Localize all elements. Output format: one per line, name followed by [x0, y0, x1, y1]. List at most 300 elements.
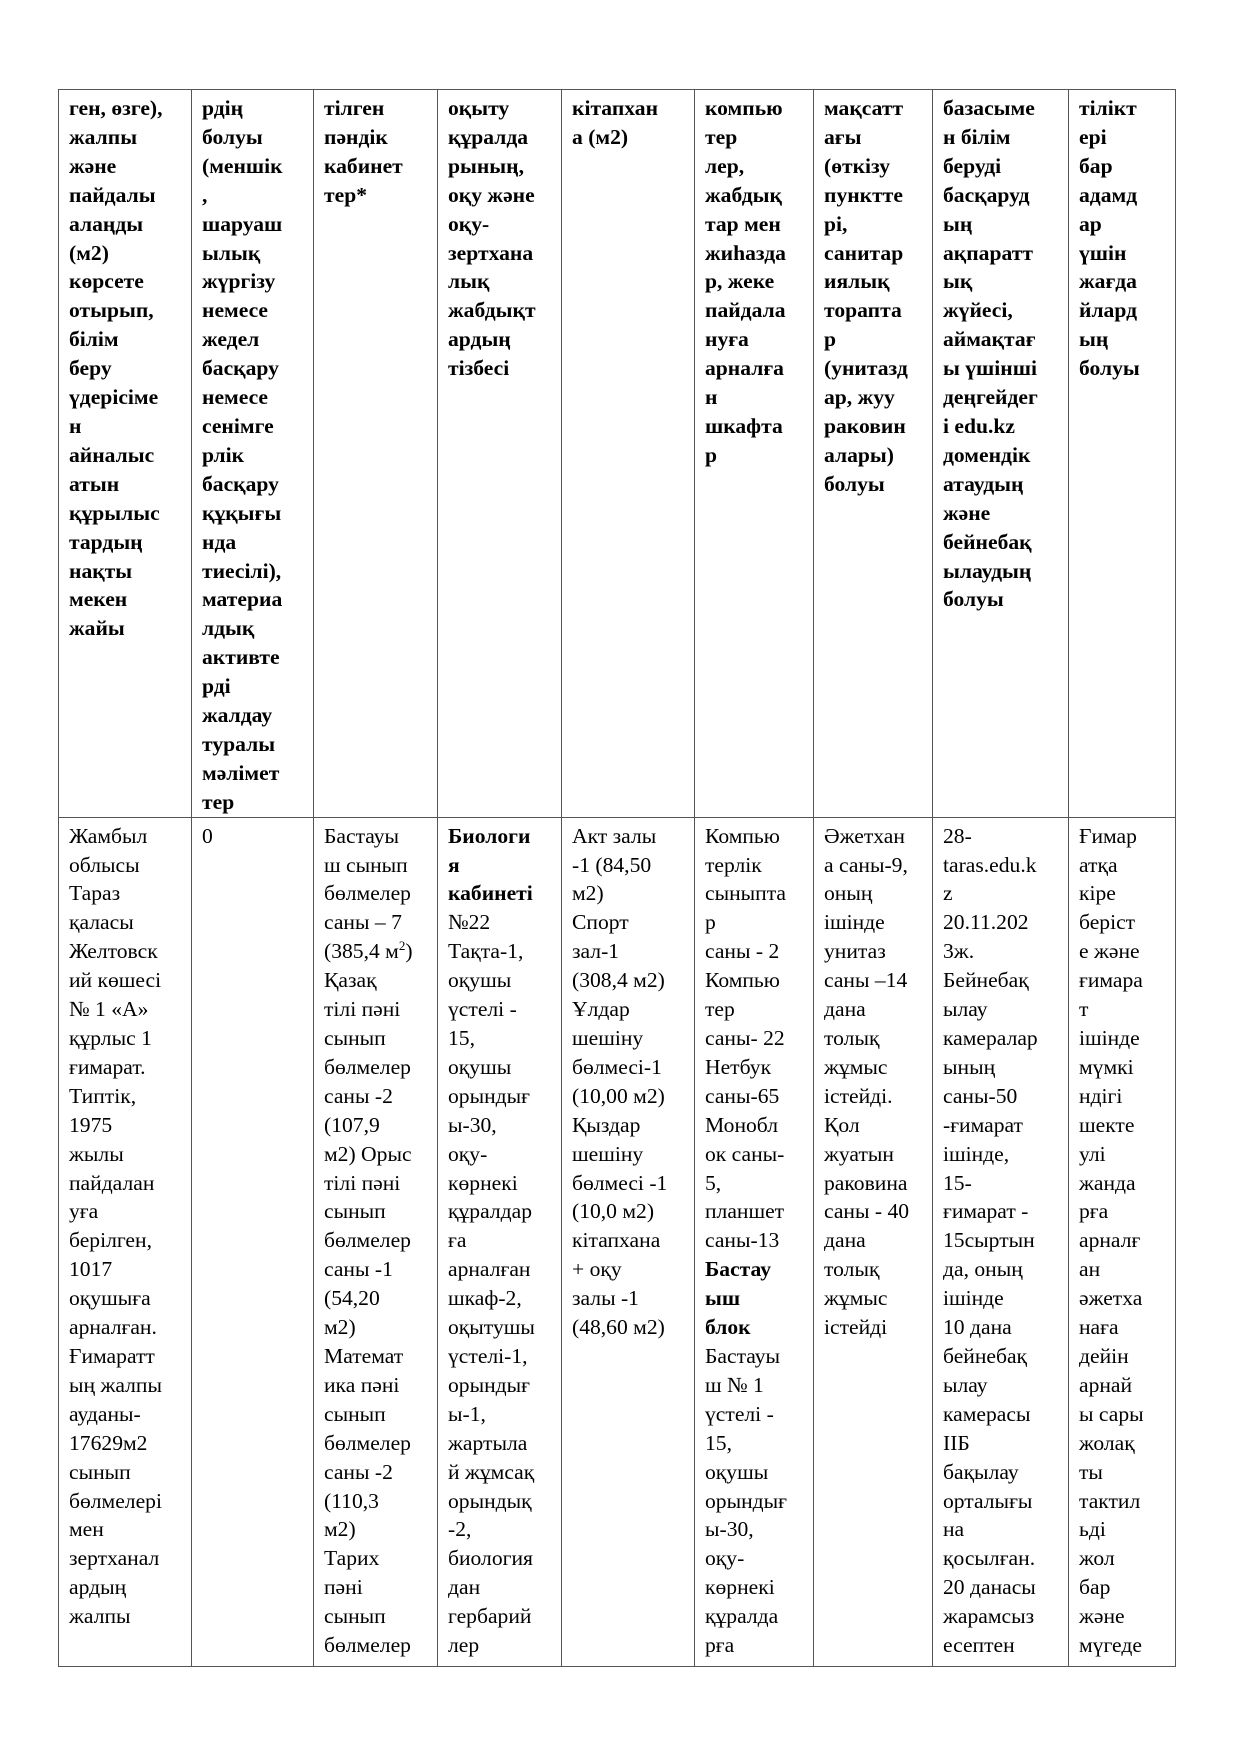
- cell-line: атаудың: [943, 471, 1024, 496]
- cell-line: ІІБ: [943, 1430, 970, 1455]
- cell-line: № 1 «А»: [69, 997, 149, 1022]
- cell-line: ш № 1: [705, 1372, 764, 1397]
- cell-line: лер,: [705, 153, 745, 178]
- cell-line: нда: [202, 529, 237, 554]
- cell-line: н: [705, 385, 718, 410]
- cell-line: Бастауы: [324, 823, 400, 848]
- cell-line: рлік: [202, 442, 245, 467]
- cell-line: оқу-: [448, 1141, 488, 1166]
- cell-line: лер: [448, 1633, 480, 1658]
- cell-line: шешіну: [572, 1141, 644, 1166]
- cell-line: 17629м2: [69, 1430, 148, 1455]
- cell-line: пәні: [324, 1575, 363, 1600]
- cell-line: й жұмсақ: [448, 1459, 535, 1484]
- cell-line: 15,: [705, 1430, 732, 1455]
- body-cell-computers: [695, 817, 814, 1666]
- cell-line: ардың: [448, 327, 511, 352]
- cell-line: шешіну: [572, 1026, 644, 1050]
- cell-line: (м2): [69, 240, 109, 265]
- cell-line: рді: [202, 674, 231, 699]
- cell-line: арналға: [705, 356, 784, 381]
- body-cell-accessibility: [1069, 817, 1176, 1666]
- cell-line: бар: [1079, 153, 1113, 178]
- cell-line: ғимарат.: [69, 1054, 146, 1079]
- cell-line: ндігі: [1079, 1083, 1123, 1108]
- cell-line: раковина: [824, 1170, 908, 1195]
- cell-line: раковин: [824, 413, 906, 438]
- cell-line: арналған.: [69, 1315, 157, 1340]
- cell-line: құралдар: [448, 1199, 533, 1224]
- cell-line: ар, жуу: [824, 385, 895, 410]
- cell-line: сынып: [69, 1459, 131, 1484]
- cell-line: бөлмесі-1: [572, 1054, 662, 1079]
- cell-line: ылау: [943, 997, 988, 1022]
- body-cell-ownership: [192, 817, 314, 1666]
- cell-line: саны - 40: [824, 1199, 910, 1224]
- cell-line: сынып: [324, 1604, 386, 1629]
- cell-line: камерасы: [943, 1401, 1031, 1426]
- cell-line: 20 данасы: [943, 1575, 1036, 1600]
- cell-line: басқаруд: [943, 182, 1030, 207]
- cell-line: 10 дана: [943, 1315, 1012, 1340]
- cell-line: р, жеке: [705, 269, 775, 294]
- cell-line: жуатын: [824, 1141, 894, 1166]
- cell-line: нақты: [69, 558, 133, 583]
- cell-line: жүйесі,: [943, 298, 1013, 323]
- cell-line: зал-1: [572, 939, 620, 964]
- cell-line: қаласы: [69, 910, 134, 935]
- cell-line: саны -2: [324, 1459, 393, 1484]
- cell-line: жұмыс: [824, 1286, 888, 1311]
- cell-line: орындығ: [448, 1083, 531, 1108]
- cell-line: деңгейдег: [943, 385, 1038, 410]
- cell-line: ғимарат -: [943, 1199, 1029, 1224]
- cell-line: материа: [202, 587, 283, 612]
- cell-line: блок: [705, 1315, 751, 1340]
- cell-line: құрылыс: [69, 500, 160, 525]
- cell-line: құралда: [448, 124, 529, 149]
- cell-line: оқыту: [448, 96, 510, 120]
- cell-line: терлік: [705, 852, 762, 877]
- cell-line: ға: [448, 1228, 467, 1253]
- cell-line: немесе: [202, 385, 269, 410]
- cell-line: жалпы: [69, 124, 138, 149]
- cell-line: шекте: [1079, 1112, 1135, 1137]
- cell-line: оның: [824, 881, 873, 906]
- cell-line: рға: [1079, 1199, 1109, 1224]
- header-cell-accessibility: [1069, 90, 1176, 818]
- cell-line: шкафта: [705, 413, 783, 438]
- cell-line: пәндік: [324, 124, 388, 149]
- cell-line: жалпы: [69, 1604, 131, 1629]
- cell-line: ішінде: [1079, 1026, 1140, 1050]
- cell-line: лдық: [202, 616, 255, 641]
- cell-line: Компью: [705, 823, 780, 848]
- cell-line: (54,20: [324, 1286, 380, 1311]
- cell-line: ы үшінші: [943, 356, 1037, 381]
- cell-line: да, оның: [943, 1257, 1023, 1282]
- cell-line: иялық: [824, 269, 890, 294]
- cell-line: бөлмелер: [324, 1228, 411, 1253]
- body-cell-equipment-list: [438, 817, 562, 1666]
- cell-line: ылау: [943, 1372, 988, 1397]
- cell-line: ардың: [69, 1575, 127, 1600]
- cell-line: кабинеті: [448, 881, 533, 906]
- cell-line: 1975: [69, 1112, 113, 1137]
- cell-line: шаруаш: [202, 211, 283, 236]
- cell-line: тізбесі: [448, 356, 510, 381]
- cell-line: тілген: [324, 96, 385, 120]
- header-cell-library: [562, 90, 695, 818]
- cell-line: №22: [448, 910, 491, 935]
- cell-line: берілген,: [69, 1228, 152, 1253]
- cell-line: (308,4 м2): [572, 968, 665, 993]
- cell-line: пунктте: [824, 182, 903, 207]
- cell-line: және: [69, 153, 117, 178]
- cell-line: саны – 7: [324, 910, 402, 935]
- cell-line: рының,: [448, 153, 525, 178]
- header-cell-ownership: [192, 90, 314, 818]
- cell-line: р: [705, 910, 716, 935]
- cell-line: Бейнебақ: [943, 968, 1029, 993]
- cell-line: дан: [448, 1575, 481, 1600]
- cell-line: және: [1079, 1604, 1125, 1629]
- cell-line: болуы: [202, 124, 263, 149]
- cell-line: 1017: [69, 1257, 113, 1282]
- cell-line: атын: [69, 471, 120, 496]
- cell-line: мүгеде: [1079, 1633, 1142, 1658]
- cell-line: камералар: [943, 1026, 1038, 1050]
- cell-line: тардың: [69, 529, 143, 554]
- cell-line: Ғимаратт: [69, 1343, 155, 1368]
- body-cell-subject-rooms: [314, 817, 438, 1666]
- cell-line: планшет: [705, 1199, 785, 1224]
- cell-line: оқушы: [705, 1459, 769, 1484]
- cell-line: үстелі-1,: [448, 1343, 528, 1368]
- cell-line: орындық: [448, 1488, 532, 1513]
- cell-line: үдерісіме: [69, 385, 159, 410]
- cell-line: Биологи: [448, 823, 531, 848]
- cell-line: оқу және: [448, 182, 535, 207]
- cell-line: биология: [448, 1546, 533, 1571]
- cell-line: жабдық: [705, 182, 782, 207]
- cell-line: Желтовск: [69, 939, 158, 964]
- cell-line: құралда: [705, 1604, 779, 1629]
- cell-line: басқару: [202, 471, 279, 496]
- cell-line: 5,: [705, 1170, 722, 1195]
- cell-line: Ұлдар: [572, 997, 630, 1022]
- cell-line: тілі пәні: [324, 1170, 401, 1195]
- cell-line: z: [943, 881, 953, 906]
- cell-line: Қазақ: [324, 968, 377, 993]
- cell-line: торапта: [824, 298, 902, 323]
- cell-line: жылы: [69, 1141, 124, 1166]
- cell-line: жұмыс: [824, 1054, 888, 1079]
- cell-line: оқушы: [448, 968, 512, 993]
- cell-line: тілі пәні: [324, 997, 401, 1022]
- cell-line: ылаудың: [943, 558, 1032, 583]
- cell-line: зертханал: [69, 1546, 160, 1571]
- cell-line: (385,4 $м^2$): [324, 938, 413, 964]
- cell-line: жайы: [69, 616, 125, 641]
- body-cell-edu-domain: [933, 817, 1069, 1666]
- cell-line: ш сынып: [324, 852, 408, 877]
- cell-line: Спорт: [572, 910, 629, 935]
- cell-line: көрнекі: [705, 1575, 775, 1600]
- cell-line: рға: [705, 1633, 735, 1658]
- cell-line: ы-30,: [448, 1112, 497, 1137]
- cell-line: пайдалы: [69, 182, 156, 207]
- cell-line: тиесілі),: [202, 558, 282, 583]
- cell-line: м2): [324, 1315, 356, 1340]
- cell-line: беру: [69, 356, 112, 381]
- cell-line: м2): [324, 1517, 356, 1542]
- cell-line: ері: [1079, 124, 1107, 149]
- cell-line: кабинет: [324, 153, 403, 178]
- cell-line: ан: [1079, 1257, 1101, 1282]
- cell-line: + оқу: [572, 1257, 622, 1282]
- cell-line: әжетха: [1079, 1286, 1143, 1311]
- cell-line: оқушы: [448, 1054, 512, 1079]
- cell-line: толық: [824, 1026, 880, 1050]
- cell-line: мақсатт: [824, 96, 904, 120]
- cell-line: ы-1,: [448, 1401, 486, 1426]
- cell-line: дана: [824, 997, 866, 1022]
- cell-line: Жамбыл: [69, 823, 148, 848]
- cell-line: кітапхана: [572, 1228, 661, 1253]
- cell-line: үстелі -: [448, 997, 517, 1022]
- superscript: 2: [398, 938, 406, 954]
- body-cell-library: [562, 817, 695, 1666]
- cell-line: (өткізу: [824, 153, 891, 178]
- cell-line: домендік: [943, 442, 1031, 467]
- cell-line: ы сары: [1079, 1401, 1144, 1426]
- cell-line: Бастау: [705, 1257, 772, 1282]
- cell-line: бейнебақ: [943, 1343, 1028, 1368]
- cell-line: Нетбук: [705, 1054, 772, 1079]
- cell-line: құрлыс 1: [69, 1026, 152, 1050]
- header-cell-subject-rooms: [314, 90, 438, 818]
- cell-line: бейнебақ: [943, 529, 1032, 554]
- cell-line: тілікт: [1079, 96, 1137, 120]
- cell-line: Бастауы: [705, 1343, 781, 1368]
- cell-line: ың жалпы: [69, 1372, 162, 1397]
- cell-line: тер: [705, 124, 738, 149]
- cell-line: сыныпта: [705, 881, 786, 906]
- cell-line: (110,3: [324, 1488, 379, 1513]
- cell-line: жүргізу: [202, 269, 276, 294]
- cell-line: (10,0 м2): [572, 1199, 655, 1224]
- cell-line: тактил: [1079, 1488, 1141, 1513]
- cell-line: (меншік: [202, 153, 283, 178]
- cell-line: дейін: [1079, 1343, 1129, 1368]
- cell-line: унитаз: [824, 939, 886, 964]
- cell-line: тер: [202, 789, 235, 814]
- cell-line: уға: [69, 1199, 99, 1224]
- cell-line: бар: [1079, 1575, 1111, 1600]
- cell-line: Қыздар: [572, 1112, 641, 1137]
- cell-line: жолақ: [1079, 1430, 1135, 1455]
- cell-line: туралы: [202, 731, 276, 756]
- cell-line: тер: [705, 997, 735, 1022]
- cell-line: ішінде: [824, 910, 885, 935]
- cell-line: бөлмелер: [324, 1054, 411, 1079]
- cell-line: саны-13: [705, 1228, 780, 1253]
- cell-line: алары): [824, 442, 894, 467]
- cell-line: нуға: [705, 327, 749, 352]
- cell-line: жарамсыз: [943, 1604, 1035, 1629]
- cell-line: Математ: [324, 1343, 404, 1368]
- cell-line: ьді: [1079, 1517, 1106, 1542]
- cell-line: үшін: [1079, 240, 1127, 265]
- body-cell-address: [59, 817, 192, 1666]
- cell-line: сынып: [324, 1026, 386, 1050]
- cell-line: бөлмелер: [324, 881, 411, 906]
- cell-line: толық: [824, 1257, 880, 1282]
- cell-line: саны -2: [324, 1083, 393, 1108]
- cell-line: Тараз: [69, 881, 121, 906]
- cell-line: аймақтағ: [943, 327, 1036, 352]
- cell-line: зертхана: [448, 240, 534, 265]
- cell-line: наға: [1079, 1315, 1119, 1340]
- cell-line: Типтік,: [69, 1083, 137, 1108]
- cell-line: немесе: [202, 298, 269, 323]
- cell-line: е және: [1079, 939, 1140, 964]
- cell-line: і edu.kz: [943, 413, 1015, 438]
- cell-line: компью: [705, 96, 783, 120]
- cell-line: гербарий: [448, 1604, 532, 1629]
- cell-line: арналған: [448, 1257, 531, 1282]
- cell-line: арнай: [1079, 1372, 1133, 1397]
- cell-line: саны-65: [705, 1083, 780, 1108]
- cell-line: ың: [943, 211, 973, 236]
- cell-line: Монобл: [705, 1112, 779, 1137]
- cell-line: оқытушы: [448, 1315, 535, 1340]
- cell-line: сенімге: [202, 413, 274, 438]
- cell-line: алаңды: [69, 211, 144, 236]
- header-cell-sanitary: [814, 90, 933, 818]
- cell-line: оқушыға: [69, 1286, 151, 1311]
- cell-line: жиһазда: [705, 240, 786, 265]
- cell-line: ика пәні: [324, 1372, 400, 1397]
- cell-line: ок саны-: [705, 1141, 785, 1166]
- cell-line: я: [448, 852, 460, 877]
- cell-line: ының: [943, 1054, 996, 1079]
- cell-line: (107,9: [324, 1112, 380, 1137]
- cell-line: оқу-: [705, 1546, 745, 1571]
- cell-line: 28-: [943, 823, 972, 848]
- cell-line: кітапхан: [572, 96, 659, 120]
- cell-line: кіре: [1079, 881, 1116, 906]
- cell-line: 15,: [448, 1026, 475, 1050]
- cell-line: жағда: [1079, 269, 1137, 294]
- cell-line: улі: [1079, 1141, 1106, 1166]
- cell-line: (унитазд: [824, 356, 908, 381]
- cell-line: басқару: [202, 356, 279, 381]
- cell-line: ылық: [202, 240, 261, 265]
- cell-line: бөлмесі -1: [572, 1170, 668, 1195]
- cell-line: т: [1079, 997, 1089, 1022]
- cell-line: мен: [69, 1517, 104, 1542]
- cell-line: есептен: [943, 1633, 1015, 1658]
- cell-line: сынып: [324, 1401, 386, 1426]
- cell-line: Әжетхан: [824, 823, 905, 848]
- cell-line: (10,00 м2): [572, 1083, 665, 1108]
- cell-line: тер*: [324, 182, 367, 207]
- cell-line: ішінде: [943, 1286, 1004, 1311]
- cell-line: саны –14: [824, 968, 908, 993]
- cell-line: саны- 22: [705, 1026, 785, 1050]
- cell-line: 15-: [943, 1170, 972, 1195]
- cell-line: ар: [1079, 211, 1102, 236]
- cell-line: ғимара: [1079, 968, 1143, 993]
- cell-line: адамд: [1079, 182, 1138, 207]
- cell-line: taras.edu.k: [943, 852, 1037, 877]
- cell-line: -2,: [448, 1517, 472, 1542]
- cell-line: беріст: [1079, 910, 1136, 935]
- cell-line: Акт залы: [572, 823, 657, 848]
- header-cell-equipment-list: [438, 90, 562, 818]
- cell-line: орындығ: [705, 1488, 788, 1513]
- cell-line: саны-50: [943, 1083, 1018, 1108]
- cell-line: көрнекі: [448, 1170, 518, 1195]
- cell-line: Тарих: [324, 1546, 380, 1571]
- cell-line: болуы: [1079, 356, 1140, 381]
- cell-line: жол: [1079, 1546, 1115, 1571]
- cell-line: беруді: [943, 153, 1002, 178]
- table-row: [59, 817, 1176, 1666]
- cell-line: саны - 2: [705, 939, 780, 964]
- cell-line: 3ж.: [943, 939, 975, 964]
- cell-line: ауданы-: [69, 1401, 141, 1426]
- cell-line: білім: [69, 327, 119, 352]
- cell-line: орындығ: [448, 1372, 531, 1397]
- cell-line: отырып,: [69, 298, 154, 323]
- cell-line: ақпаратт: [943, 240, 1033, 265]
- cell-line: атқа: [1079, 852, 1118, 877]
- cell-line: үстелі -: [705, 1401, 774, 1426]
- cell-line: Ғимар: [1079, 823, 1137, 848]
- cell-line: активте: [202, 645, 280, 670]
- cell-line: жартыла: [448, 1430, 528, 1455]
- cell-line: ыш: [705, 1286, 741, 1311]
- cell-line: (48,60 м2): [572, 1315, 665, 1340]
- cell-line: Қол: [824, 1112, 860, 1137]
- cell-line: дана: [824, 1228, 866, 1253]
- cell-line: йлард: [1079, 298, 1138, 323]
- requirements-table: [58, 89, 1176, 1667]
- cell-line: р: [705, 442, 718, 467]
- cell-line: істейді.: [824, 1083, 893, 1108]
- cell-line: м2) Орыс: [324, 1141, 412, 1166]
- cell-line: н білім: [943, 124, 1011, 149]
- cell-line: базасыме: [943, 96, 1035, 120]
- cell-line: м2): [572, 881, 604, 906]
- cell-line: ішінде,: [943, 1141, 1010, 1166]
- cell-line: -1 (84,50: [572, 852, 652, 877]
- cell-line: рдің: [202, 96, 244, 120]
- cell-line: бөлмелер: [324, 1430, 411, 1455]
- cell-line: көрсете: [69, 269, 144, 294]
- cell-line: болуы: [943, 587, 1004, 612]
- cell-line: ий көшесі: [69, 968, 162, 993]
- cell-line: болуы: [824, 471, 885, 496]
- cell-line: жабдықт: [448, 298, 536, 323]
- body-cell-sanitary: [814, 817, 933, 1666]
- cell-line: бақылау: [943, 1459, 1019, 1484]
- cell-line: мекен: [69, 587, 128, 612]
- cell-line: пайдала: [705, 298, 786, 323]
